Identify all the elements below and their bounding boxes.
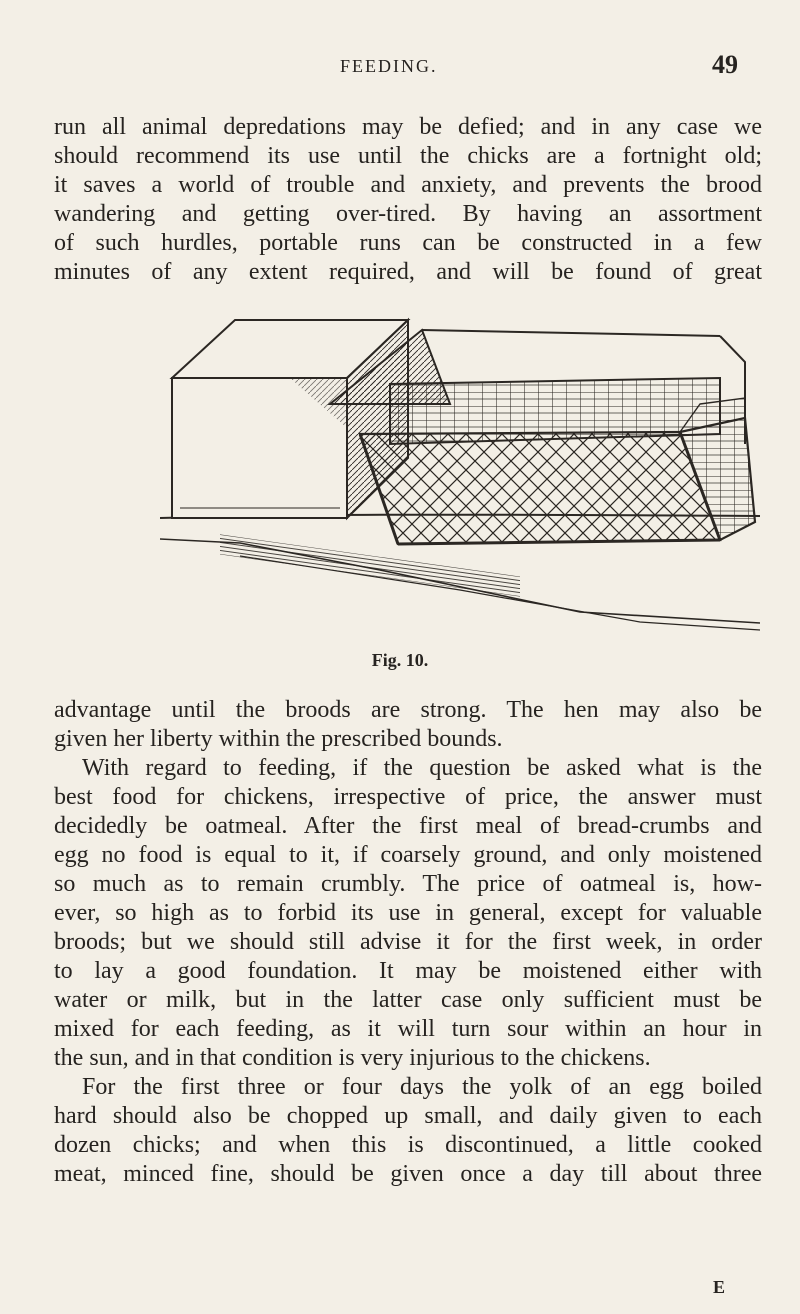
- text-line: it saves a world of trouble and anxiety, and prevents the brood: [54, 172, 762, 198]
- text-line: run all animal depredations may be defied; and in any case we: [54, 114, 762, 140]
- portable-run-engraving: [160, 308, 760, 648]
- paragraph-top: [54, 113, 762, 287]
- figure-portable-run-illustration: [160, 308, 760, 648]
- text-line: the sun, and in that condition is very injurious to the chickens.: [54, 1045, 651, 1071]
- front-lattice-panel: [360, 432, 720, 544]
- text-line: meat, minced fine, should be given once a day till about three: [54, 1161, 762, 1187]
- figure-caption: Fig. 10.: [371, 650, 429, 670]
- text-line: best food for chickens, irrespective of price, the answer must: [54, 784, 762, 810]
- text-line: ever, so high as to forbid its use in general, except for valuable: [54, 900, 762, 926]
- page-number: 49: [712, 50, 738, 79]
- text-line: hard should also be chopped up small, and daily given to each: [54, 1103, 762, 1129]
- text-line: wandering and getting over-tired. By having an assortment: [54, 201, 762, 227]
- text-line: minutes of any extent required, and will be found of great: [54, 259, 762, 285]
- text-line: decidedly be oatmeal. After the first meal of bread-crumbs and: [54, 813, 762, 839]
- coop-box: [172, 320, 408, 518]
- text-line: For the first three or four days the yolk of an egg boiled: [82, 1074, 762, 1100]
- text-line: of such hurdles, portable runs can be constructed in a few: [54, 230, 762, 256]
- text-line: mixed for each feeding, as it will turn sour within an hour in: [54, 1016, 762, 1042]
- text-line: should recommend its use until the chicks are a fortnight old;: [54, 143, 762, 169]
- text-line: water or milk, but in the latter case only sufficient must be: [54, 987, 762, 1013]
- text-line: so much as to remain crumbly. The price of oatmeal is, how-: [54, 871, 762, 897]
- text-line: dozen chicks; and when this is discontinued, a little cooked: [54, 1132, 762, 1158]
- running-head: [0, 34, 800, 79]
- text-line: advantage until the broods are strong. The hen may also be: [54, 697, 762, 723]
- text-line: With regard to feeding, if the question be asked what is the: [82, 755, 762, 781]
- text-line: to lay a good foundation. It may be moistened either with: [54, 958, 762, 984]
- text-line: broods; but we should still advise it for the first week, in order: [54, 929, 762, 955]
- running-title: FEEDING.: [340, 56, 438, 76]
- paragraph-bottom: [54, 696, 762, 1189]
- signature-mark: E: [713, 1277, 726, 1297]
- text-line: given her liberty within the prescribed bounds.: [54, 726, 503, 752]
- text-line: egg no food is equal to it, if coarsely ground, and only moistened: [54, 842, 762, 868]
